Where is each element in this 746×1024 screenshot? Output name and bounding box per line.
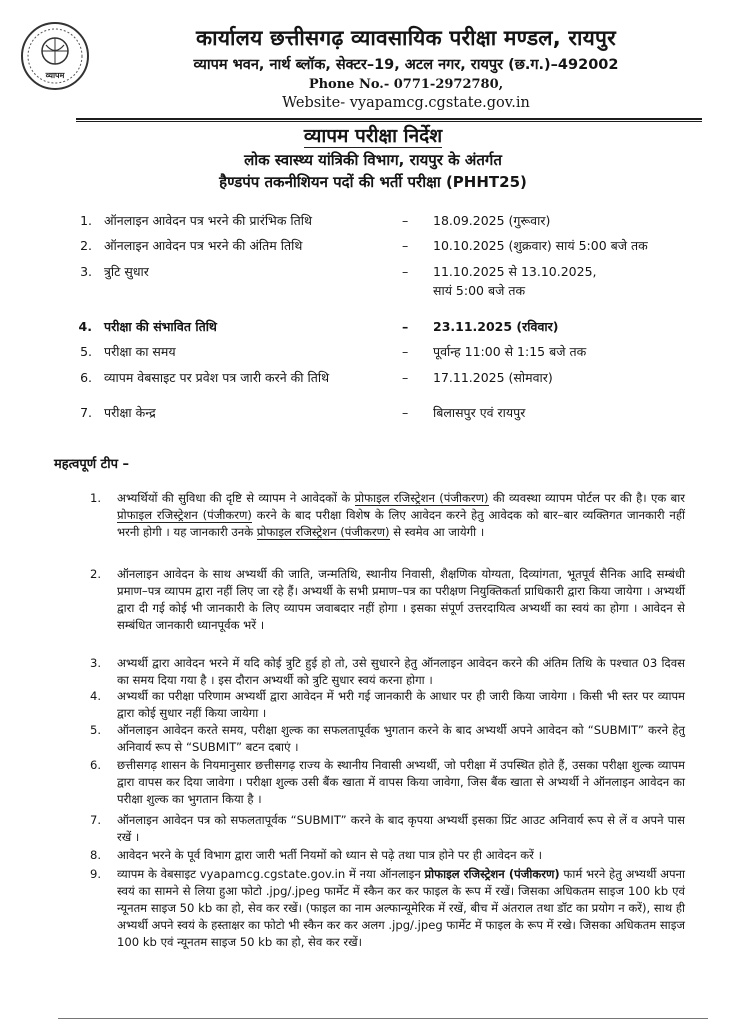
row-number: 7. xyxy=(80,405,92,420)
item-text: अभ्यर्थी द्वारा आवेदन भरने में यदि कोई त्रुटि हुई हो तो, उसे सुधारने हेतु ऑनलाइन आवेदन करने की अंतिम तिथि के पश्चात 03 दिवस का समय दिया गया है । इस दौरान अभ्यर्थी को त्रुटि सुधार स्वयं करना होगा । xyxy=(117,656,685,687)
row-dash: – xyxy=(402,319,409,334)
item-number: 1. xyxy=(90,491,102,505)
row-label: त्रुटि सुधार xyxy=(104,264,149,279)
item-text: ऑनलाइन आवेदन पत्र को सफलतापूर्वक “SUBMIT” करने के बाद कृपया अभ्यर्थी इसका प्रिंट आउट अनिवार्य रूप से लें व अपने पास रखें । xyxy=(117,813,685,844)
row-number: 2. xyxy=(80,238,92,253)
organization-address: व्यापम भवन, नार्थ ब्लॉक, सेक्टर–19, अटल नगर, रायपुर (छ.ग.)–492002 xyxy=(193,57,619,73)
website: Website- vyapamcg.cgstate.gov.in xyxy=(282,95,530,111)
row-value: 10.10.2025 (शुक्रवार) सायं 5:00 बजे तक xyxy=(433,238,648,253)
row-value: पूर्वान्ह 11:00 से 1:15 बजे तक xyxy=(433,344,587,359)
row-value: 17.11.2025 (सोमवार) xyxy=(433,370,553,385)
item-text: ऑनलाइन आवेदन के साथ अभ्यर्थी की जाति, जन्मतिथि, स्थानीय निवासी, शैक्षणिक योग्यता, दिव्यांगता, भूतपूर्व सैनिक आदि सम्बंधी प्रमाण–पत्र व्यापम द्वारा नहीं लिए जा रहे हैं। अभ्यर्थी के सभी प्रमाण–पत्र का परीक्षण नियुक्तिकर्ता प्राधिकारी द्वारा किया जायेगा । अभ्यर्थी द्वारा दी गई कोई भी जानकारी के लिए व्यापम जवाबदार नहीं होगा । इसका संपूर्ण उत्तरदायित्व अभ्यर्थी का स्वयं का होगा । आवेदन से सम्बंधित जानकारी ध्यानपूर्वक भरें । xyxy=(117,567,685,632)
item-text: अभ्यर्थियों की सुविधा की दृष्टि से व्यापम ने आवेदकों के प्रोफाइल रजिस्ट्रेशन (पंजीकरण) की व्यवस्था व्यापम पोर्टल पर की है। एक बार प्रोफाइल रजिस्ट्रेशन (पंजीकरण) करने के बाद परीक्षा विशेष के लिए आवेदन करने हेतु आवेदक को बार–बार व्यक्तिगत जानकारी नहीं भरनी होगी । यह जानकारी उनके प्रोफाइल रजिस्ट्रेशन (पंजीकरण) से स्वमेव आ जायेगी । xyxy=(117,491,686,539)
row-label: परीक्षा केन्द्र xyxy=(104,405,156,420)
row-value-continued: सायं 5:00 बजे तक xyxy=(433,283,526,298)
important-notes-heading: महत्वपूर्ण टीप – xyxy=(54,457,129,472)
row-label: व्यापम वेबसाइट पर प्रवेश पत्र जारी करने की तिथि xyxy=(104,370,330,385)
row-dash: – xyxy=(402,213,409,228)
header-divider xyxy=(76,118,702,120)
organization-title: कार्यालय छत्तीसगढ़ व्यावसायिक परीक्षा मण्डल, रायपुर xyxy=(196,26,616,50)
item-number: 4. xyxy=(90,689,102,703)
item-text: अभ्यर्थी का परीक्षा परिणाम अभ्यर्थी द्वारा आवेदन में भरी गई जानकारी के आधार पर ही जारी किया जायेगा । किसी भी स्तर पर व्यापम द्वारा कोई सुधार नहीं किया जायेगा । xyxy=(117,689,685,720)
item-text: व्यापम के वेबसाइट vyapamcg.cgstate.gov.in में नया ऑनलाइन प्रोफाइल रजिस्ट्रेशन (पंजीकरण) फार्म भरने हेतु अभ्यर्थी अपना स्वयं का सामने से लिया हुआ फोटो .jpg/.jpeg फार्मेट में स्कैन कर कर फाइल के रूप में रखें। जिसका अधिकतम साइज 100 kb एवं न्यूनतम साइज 50 kb का हो, सेव कर रखें। (फाइल का नाम अल्फान्यूमेरिक में रखें, बीच में अंतराल तथा डॉट का प्रयोग न करें), साथ ही अभ्यर्थी अपने स्वयं के हस्ताक्षर का फोटो भी स्कैन कर कर अलग .jpg/.jpeg फार्मेट में फाइल के रूप में रखे। जिसका अधिकतम साइज 100 kb एवं न्यूनतम साइज 50 kb का हो, सेव कर रखें। xyxy=(117,867,685,949)
item-number: 8. xyxy=(90,848,102,862)
row-number: 5. xyxy=(80,344,92,359)
row-dash: – xyxy=(402,344,409,359)
notice-title: व्यापम परीक्षा निर्देश xyxy=(303,125,443,147)
row-number: 4. xyxy=(78,319,92,334)
row-label: ऑनलाइन आवेदन पत्र भरने की प्रारंभिक तिथि xyxy=(104,213,313,228)
row-value: 11.10.2025 से 13.10.2025, xyxy=(433,264,597,279)
item-number: 2. xyxy=(90,567,102,581)
row-value: 18.09.2025 (गुरूवार) xyxy=(433,213,551,228)
row-number: 1. xyxy=(80,213,92,228)
item-text: आवेदन भरने के पूर्व विभाग द्वारा जारी भर्ती नियमों को ध्यान से पढ़े तथा पात्र होने पर ही आवेदन करें । xyxy=(117,848,542,862)
item-number: 6. xyxy=(90,758,102,772)
row-dash: – xyxy=(402,264,409,279)
department-subtitle: लोक स्वास्थ्य यांत्रिकी विभाग, रायपुर के अंतर्गत xyxy=(244,151,502,169)
row-value: 23.11.2025 (रविवार) xyxy=(433,319,559,334)
item-number: 5. xyxy=(90,723,102,737)
item-text: छत्तीसगढ़ शासन के नियमानुसार छत्तीसगढ़ राज्य के स्थानीय निवासी अभ्यर्थी, जो परीक्षा में उपस्थित होते हैं, उसका परीक्षा शुल्क व्यापम द्वारा वापस कर दिया जावेगा । परीक्षा शुल्क उसी बैंक खाता में वापस किया जावेगा, जिस बैंक खाता से अभ्यर्थी ने ऑनलाइन आवेदन का परीक्षा शुल्क का भुगतान किया है । xyxy=(117,758,685,806)
item-number: 3. xyxy=(90,656,102,670)
row-label: ऑनलाइन आवेदन पत्र भरने की अंतिम तिथि xyxy=(104,238,303,253)
row-dash: – xyxy=(402,370,409,385)
exam-name: हैण्डपंप तकनीशियन पदों की भर्ती परीक्षा (PHHT25) xyxy=(219,173,527,191)
item-number: 9. xyxy=(90,867,102,881)
row-dash: – xyxy=(402,238,409,253)
row-dash: – xyxy=(402,405,409,420)
row-label: परीक्षा की संभावित तिथि xyxy=(104,319,217,334)
phone-number: Phone No.- 0771-2972780, xyxy=(308,77,504,92)
vyapam-logo xyxy=(20,20,90,92)
item-text: ऑनलाइन आवेदन करते समय, परीक्षा शुल्क का सफलतापूर्वक भुगतान करने के बाद अभ्यर्थी अपने आवेदन को “SUBMIT” करने हेतु अनिवार्य रूप से “SUBMIT” बटन दबाएं । xyxy=(117,723,685,754)
row-value: बिलासपुर एवं रायपुर xyxy=(433,405,526,420)
svg-text:व्यापम: व्यापम xyxy=(45,71,65,80)
row-number: 6. xyxy=(80,370,92,385)
page-bottom-rule xyxy=(58,1018,708,1019)
item-number: 7. xyxy=(90,813,102,827)
row-label: परीक्षा का समय xyxy=(104,344,176,359)
row-number: 3. xyxy=(80,264,92,279)
